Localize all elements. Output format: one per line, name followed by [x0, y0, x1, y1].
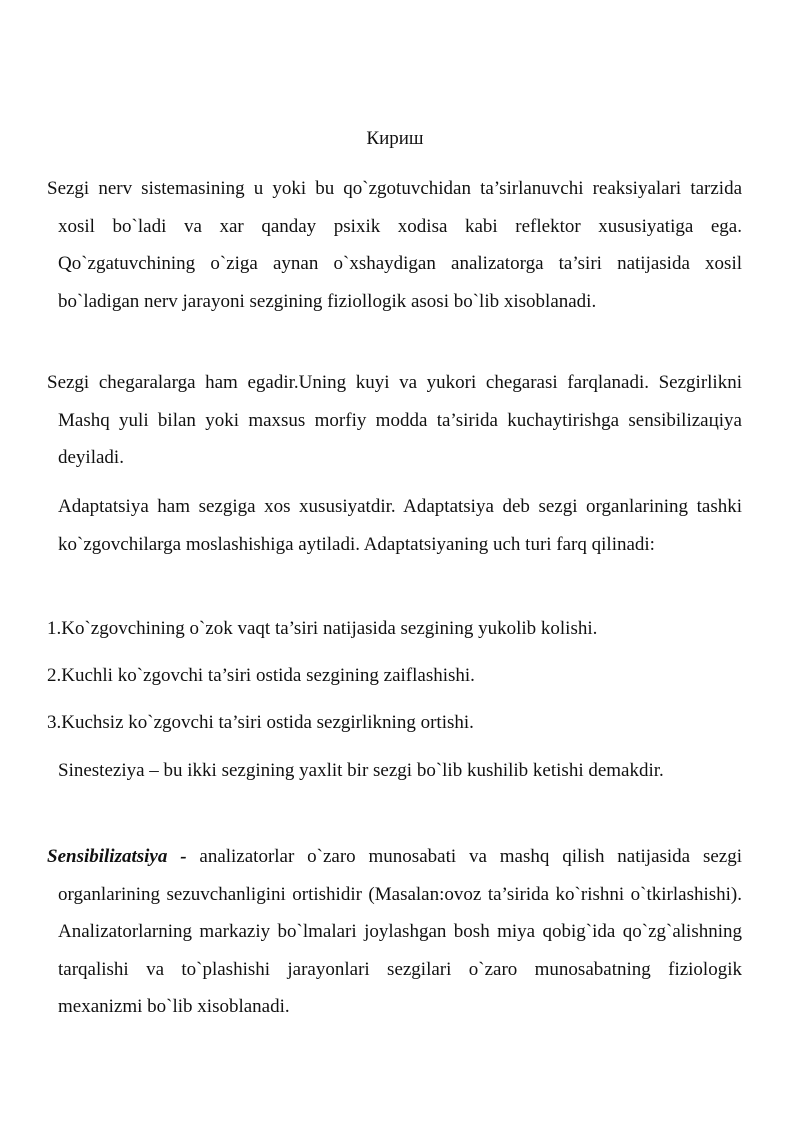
- paragraph-sensibilizatsiya: [47, 838, 742, 1026]
- term-sensibilizatsiya: Sensibilizatsiya -: [47, 846, 187, 867]
- list-item-3: 3.Kuchsiz ko`zgovchi ta’siri ostida sezgirlikning ortishi.: [47, 712, 474, 733]
- paragraph-sensibilizatsiya-text: analizatorlar o`zaro munosabati va mashq qilish natijasida sezgi organlarining sezuvchanligini ortishidir (Masalan:ovoz ta’sirida ko`rishni o`tkirlashishi). Analizatorlarning markaziy bo`lmalari joylashgan bosh miya qobig`ida qo`zg`alishning tarqalishi va to`plashishi jarayonlari sezgilari o`zaro munosabatning fiziologik mexanizmi bo`lib xisoblanadi.: [58, 846, 742, 1017]
- list-item-1: 1.Ko`zgovchining o`zok vaqt ta’siri natijasida sezgining yukolib kolishi.: [47, 618, 598, 639]
- paragraph-sezgi-chegaralar: Sezgi chegaralarga ham egadir.Uning kuyi va yukori chegarasi farqlanadi. Sezgirlikni Mashq yuli bilan yoki maxsus morfiy modda ta’sirida kuchaytirishga sensibilizaцiya deyiladi.: [47, 372, 742, 468]
- list-item-2: 2.Kuchli ko`zgovchi ta’siri ostida sezgining zaiflashishi.: [47, 665, 475, 686]
- document-title: Кириш: [366, 128, 424, 149]
- paragraph-sinesteziya: Sinesteziya – bu ikki sezgining yaxlit bir sezgi bo`lib kushilib ketishi demakdir.: [58, 760, 664, 781]
- paragraph-adaptatsiya: Adaptatsiya ham sezgiga xos xususiyatdir. Adaptatsiya deb sezgi organlarining tashki ko`zgovchilarga moslashishiga aytiladi. Adaptatsiyaning uch turi farq qilinadi:: [58, 496, 742, 555]
- paragraph-sezgi-intro: Sezgi nerv sistemasining u yoki bu qo`zgotuvchidan ta’sirlanuvchi reaksiyalari tarzida xosil bo`ladi va xar qanday psixik xodisa kabi reflektor xususiyatiga ega. Qo`zgatuvchining o`ziga aynan o`xshaydigan analizatorga ta’siri natijasida xosil bo`ladigan nerv jarayoni sezgining fiziollogik asosi bo`lib xisoblanadi.: [47, 178, 742, 312]
